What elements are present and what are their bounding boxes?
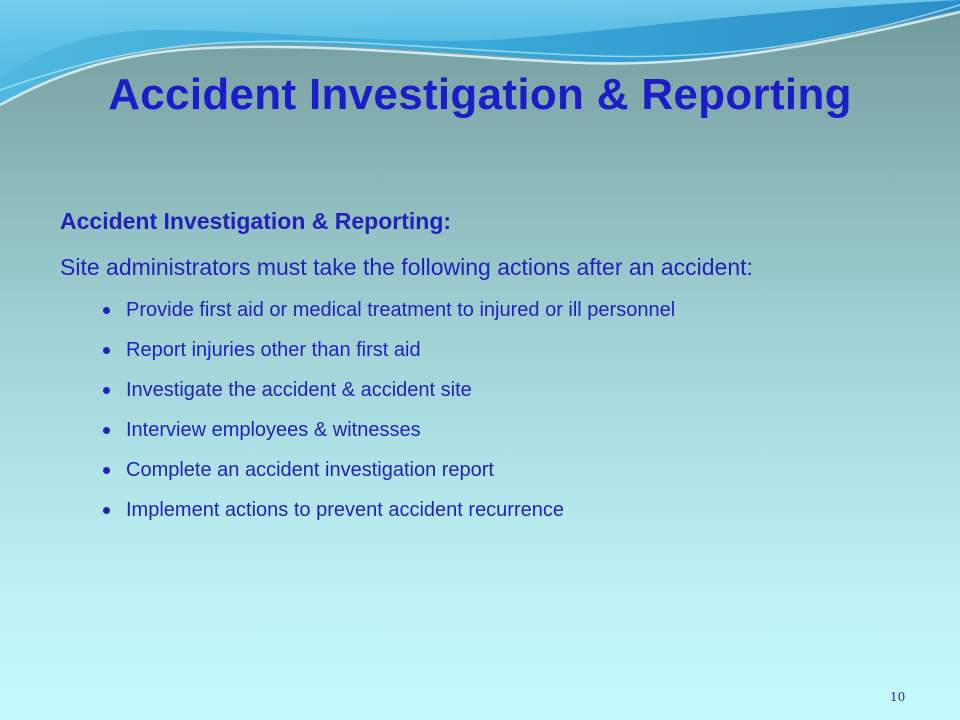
list-item-text: Investigate the accident & accident site [126,379,472,401]
slide-body [60,208,910,537]
list-item-text: Complete an accident investigation report [126,459,494,481]
list-item-text: Provide first aid or medical treatment to injured or ill personnel [126,299,676,321]
page-number: 10 [890,690,906,704]
list-item-text: Report injuries other than first aid [126,339,421,361]
bullet-dot-icon [103,467,110,474]
bullet-dot-icon [103,507,110,514]
list-item [60,417,910,443]
list-item [60,377,910,403]
list-item-text: Interview employees & witnesses [126,419,421,441]
list-item [60,497,910,523]
subheading: Accident Investigation & Reporting: [60,208,452,234]
bullet-dot-icon [103,347,110,354]
action-list [60,297,910,523]
bullet-dot-icon [103,307,110,314]
slide-title: Accident Investigation & Reporting [108,70,852,119]
list-item [60,297,910,323]
bullet-dot-icon [103,427,110,434]
list-item [60,457,910,483]
bullet-dot-icon [103,387,110,394]
list-item-text: Implement actions to prevent accident recurrence [126,499,564,521]
list-item [60,337,910,363]
intro-text: Site administrators must take the following actions after an accident: [60,254,753,280]
